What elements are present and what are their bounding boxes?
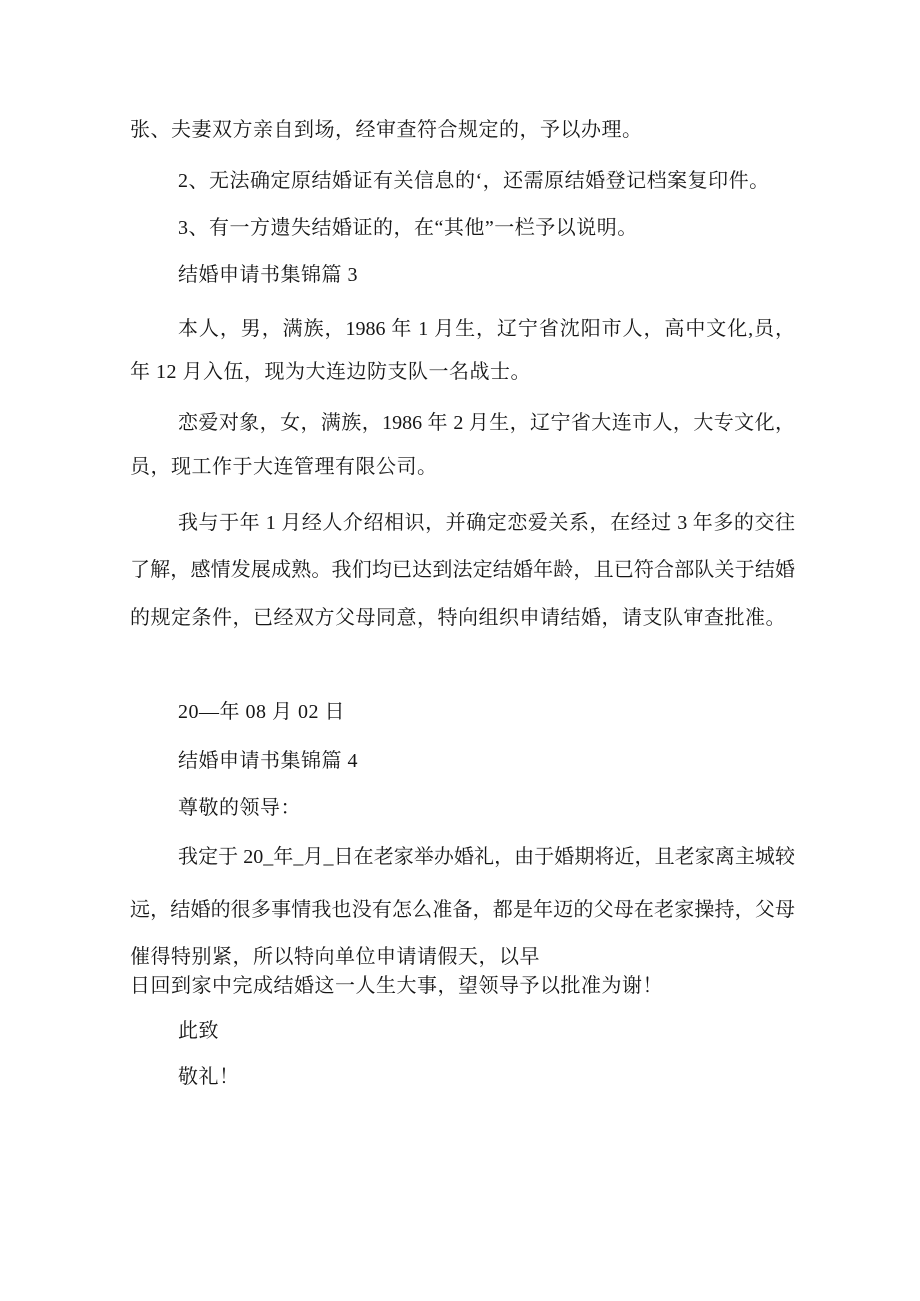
text-line-20: 敬礼！ bbox=[178, 1066, 240, 1088]
text-line-9: 我与于年 1 月经人介绍相识，并确定恋爱关系，在经过 3 年多的交往 bbox=[178, 512, 795, 534]
text-line-11: 的规定条件，已经双方父母同意，特向组织申请结婚，请支队审查批准。 bbox=[130, 607, 786, 629]
text-line-5: 本人，男，满族，1986 年 1 月生，辽宁省沈阳市人，高中文化,员， bbox=[178, 318, 795, 340]
text-line-6: 年 12 月入伍，现为大连边防支队一名战士。 bbox=[130, 361, 531, 383]
text-line-13: 结婚申请书集锦篇 4 bbox=[178, 750, 358, 772]
text-line-3: 3、有一方遗失结婚证的，在“其他”一栏予以说明。 bbox=[178, 217, 638, 239]
text-line-8: 员，现工作于大连管理有限公司。 bbox=[130, 456, 438, 478]
text-line-14: 尊敬的领导： bbox=[178, 797, 301, 819]
text-line-2: 2、无法确定原结婚证有关信息的‘，还需原结婚登记档案复印件。 bbox=[178, 170, 770, 192]
text-line-1: 张、夫妻双方亲自到场，经审查符合规定的，予以办理。 bbox=[130, 119, 643, 141]
text-line-19: 此致 bbox=[178, 1020, 219, 1042]
text-line-10: 了解，感情发展成熟。我们均已达到法定结婚年龄，且已符合部队关于结婚 bbox=[130, 559, 795, 581]
text-line-15: 我定于 20_年_月_日在老家举办婚礼，由于婚期将近，且老家离主城较 bbox=[178, 846, 795, 868]
text-line-18: 日回到家中完成结婚这一人生大事，望领导予以批准为谢！ bbox=[130, 975, 663, 997]
text-line-12: 20—年 08 月 02 日 bbox=[178, 701, 345, 723]
text-line-16: 远，结婚的很多事情我也没有怎么准备，都是年迈的父母在老家操持，父母 bbox=[130, 899, 795, 921]
text-line-4: 结婚申请书集锦篇 3 bbox=[178, 264, 358, 286]
text-line-7: 恋爱对象，女，满族，1986 年 2 月生，辽宁省大连市人，大专文化， bbox=[178, 412, 795, 434]
text-line-17: 催得特别紧，所以特向单位申请请假天，以早 bbox=[130, 946, 540, 968]
